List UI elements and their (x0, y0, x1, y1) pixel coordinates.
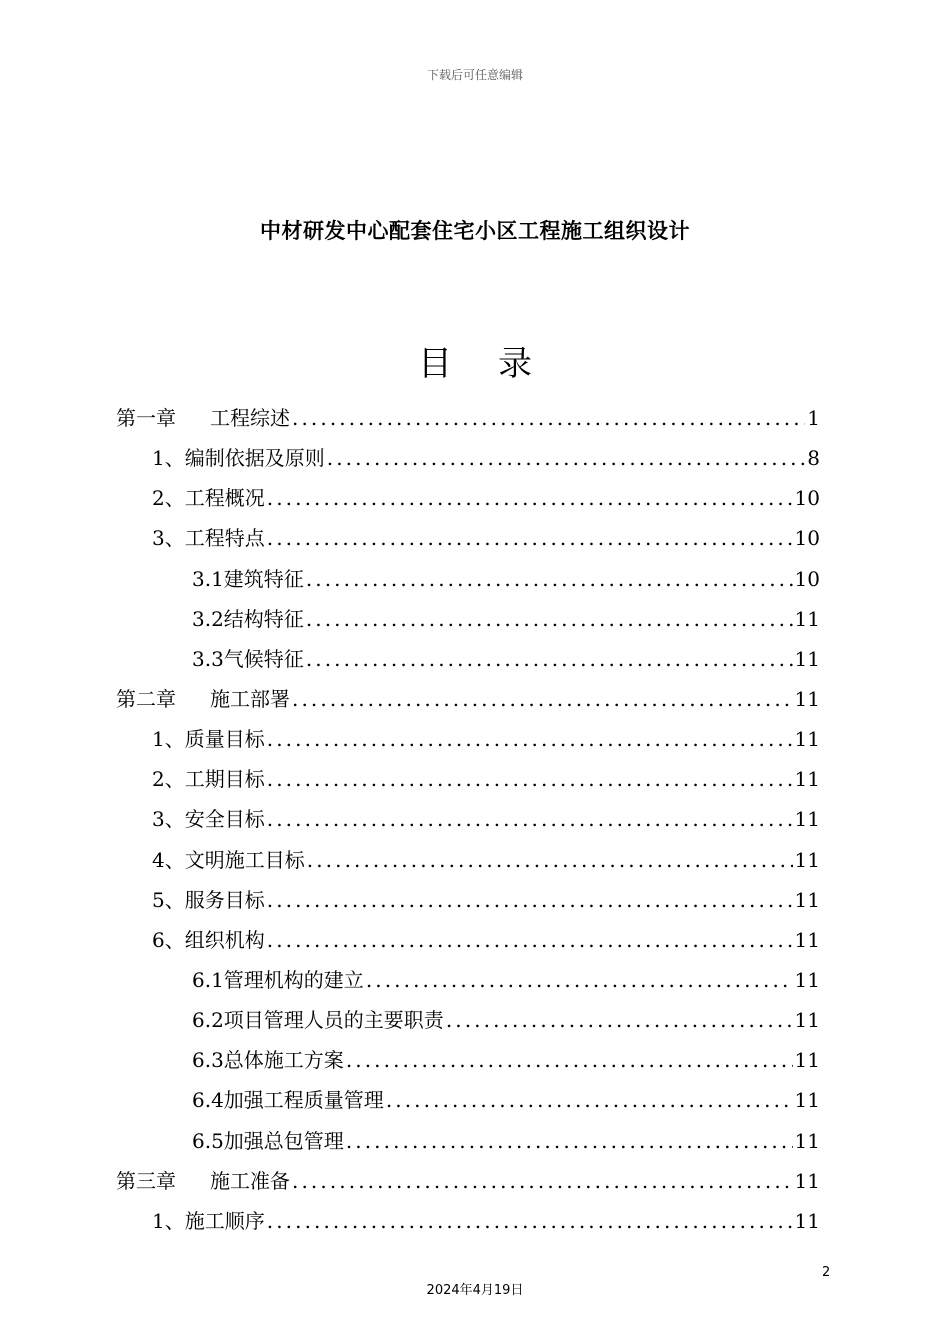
toc-page-number: 11 (794, 927, 820, 952)
toc-entry-label (116, 679, 290, 719)
toc-page-number: 11 (794, 646, 820, 671)
toc-entry[interactable] (116, 960, 820, 1000)
toc-entry[interactable] (116, 1080, 820, 1120)
footer-date: 2024年4月19日 (426, 1283, 524, 1298)
toc-entry-label (192, 599, 304, 639)
toc-entry-title: 3.2结构特征 (192, 606, 304, 631)
toc-entry-label (152, 438, 325, 478)
toc-entry[interactable] (116, 599, 820, 639)
toc-entry-label (152, 880, 265, 920)
toc-page-number: 11 (794, 1048, 820, 1073)
header-note: 下载后可任意编辑 (426, 68, 523, 82)
toc-entry-title: 6.2项目管理人员的主要职责 (192, 1008, 444, 1033)
toc-entry[interactable] (116, 398, 820, 438)
toc-entry[interactable] (116, 719, 820, 759)
toc-entry-title: 2、工期目标 (152, 767, 265, 792)
toc-dot-leader (307, 840, 793, 880)
toc-page-number: 11 (794, 1008, 820, 1033)
toc-entry-title: 工程综述 (210, 406, 290, 430)
toc-entry[interactable] (116, 518, 820, 558)
toc-entry[interactable] (116, 759, 820, 799)
toc-page-number: 11 (794, 847, 820, 872)
toc-heading: 目录 (418, 344, 578, 384)
toc-entry-label (192, 1080, 384, 1120)
toc-entry-title: 1、质量目标 (152, 727, 265, 752)
toc-entry-title: 4、文明施工目标 (152, 847, 305, 872)
toc-entry-title: 施工部署 (210, 686, 290, 711)
toc-entry-title: 3.3气候特征 (192, 646, 304, 671)
toc-page-number: 10 (794, 526, 820, 551)
toc-dot-leader (346, 1121, 793, 1161)
toc-entry-label (192, 960, 364, 1000)
toc-entry[interactable] (116, 840, 820, 880)
toc-page-number: 11 (794, 727, 820, 752)
toc-dot-leader (292, 1161, 793, 1201)
toc-entry[interactable] (116, 1121, 820, 1161)
toc-entry-title: 3.1建筑特征 (192, 566, 304, 591)
toc-dot-leader (386, 1080, 793, 1120)
toc-dot-leader (267, 799, 793, 839)
toc-page-number: 10 (794, 566, 820, 591)
toc-entry[interactable] (116, 880, 820, 920)
toc-entry[interactable] (116, 799, 820, 839)
toc-entry-label (116, 1161, 290, 1201)
toc-entry-label (192, 639, 304, 679)
toc-entry-title: 6.1管理机构的建立 (192, 967, 364, 992)
document-title: 中材研发中心配套住宅小区工程施工组织设计 (260, 218, 690, 243)
toc-dot-leader (267, 1201, 793, 1241)
toc-page-number: 11 (794, 1208, 820, 1233)
toc-page-number: 11 (794, 686, 820, 711)
toc-entry-title: 2、工程概况 (152, 486, 265, 511)
toc-page-number: 11 (794, 967, 820, 992)
toc-entry-title: 3、安全目标 (152, 807, 265, 832)
toc-entry[interactable] (116, 478, 820, 518)
toc-entry[interactable] (116, 1201, 820, 1241)
toc-entry[interactable] (116, 639, 820, 679)
toc-dot-leader (327, 438, 806, 478)
toc-entry-label (152, 840, 305, 880)
toc-entry-title: 6.3总体施工方案 (192, 1048, 344, 1073)
toc-entry[interactable] (116, 1040, 820, 1080)
toc-dot-leader (292, 398, 805, 438)
toc-entry-title: 6.5加强总包管理 (192, 1128, 344, 1153)
toc-entry-label (152, 518, 265, 558)
toc-entry-title: 1、施工顺序 (152, 1208, 265, 1233)
toc-page-number: 1 (807, 406, 820, 430)
toc-chapter-number: 第二章 (116, 686, 176, 711)
toc-entry[interactable] (116, 1161, 820, 1201)
toc-page-number: 11 (794, 1128, 820, 1153)
table-of-contents (116, 398, 820, 1241)
toc-dot-leader (267, 518, 793, 558)
toc-entry[interactable] (116, 1000, 820, 1040)
toc-entry-label (152, 719, 265, 759)
toc-entry-title: 6.4加强工程质量管理 (192, 1088, 384, 1113)
toc-entry-label (152, 920, 265, 960)
toc-dot-leader (446, 1000, 793, 1040)
toc-entry-title: 3、工程特点 (152, 526, 265, 551)
toc-dot-leader (366, 960, 793, 1000)
toc-entry-label (192, 559, 304, 599)
toc-entry-label (152, 799, 265, 839)
toc-entry-label (192, 1000, 444, 1040)
toc-dot-leader (267, 759, 793, 799)
toc-dot-leader (267, 478, 793, 518)
toc-dot-leader (267, 719, 793, 759)
toc-entry-label (152, 1201, 265, 1241)
toc-chapter-number: 第一章 (116, 406, 176, 430)
toc-dot-leader (306, 639, 793, 679)
toc-entry[interactable] (116, 559, 820, 599)
toc-page-number: 11 (794, 887, 820, 912)
toc-entry[interactable] (116, 438, 820, 478)
toc-dot-leader (346, 1040, 793, 1080)
toc-chapter-number: 第三章 (116, 1168, 176, 1193)
toc-dot-leader (306, 559, 793, 599)
toc-entry-title: 施工准备 (210, 1168, 290, 1193)
toc-page-number: 11 (794, 606, 820, 631)
toc-entry-title: 1、编制依据及原则 (152, 446, 325, 471)
toc-page-number: 8 (807, 446, 820, 471)
toc-entry[interactable] (116, 679, 820, 719)
toc-entry[interactable] (116, 920, 820, 960)
toc-page-number: 11 (794, 807, 820, 832)
toc-page-number: 11 (794, 1168, 820, 1193)
toc-dot-leader (267, 880, 793, 920)
toc-page-number: 11 (794, 767, 820, 792)
toc-entry-title: 5、服务目标 (152, 887, 265, 912)
toc-entry-label (192, 1121, 344, 1161)
toc-page-number: 11 (794, 1088, 820, 1113)
toc-entry-label (116, 398, 290, 438)
toc-entry-label (192, 1040, 344, 1080)
toc-dot-leader (292, 679, 793, 719)
toc-entry-label (152, 759, 265, 799)
page-number: 2 (822, 1265, 831, 1280)
toc-entry-label (152, 478, 265, 518)
toc-dot-leader (267, 920, 793, 960)
toc-page-number: 10 (794, 486, 820, 511)
toc-entry-title: 6、组织机构 (152, 927, 265, 952)
toc-dot-leader (306, 599, 793, 639)
